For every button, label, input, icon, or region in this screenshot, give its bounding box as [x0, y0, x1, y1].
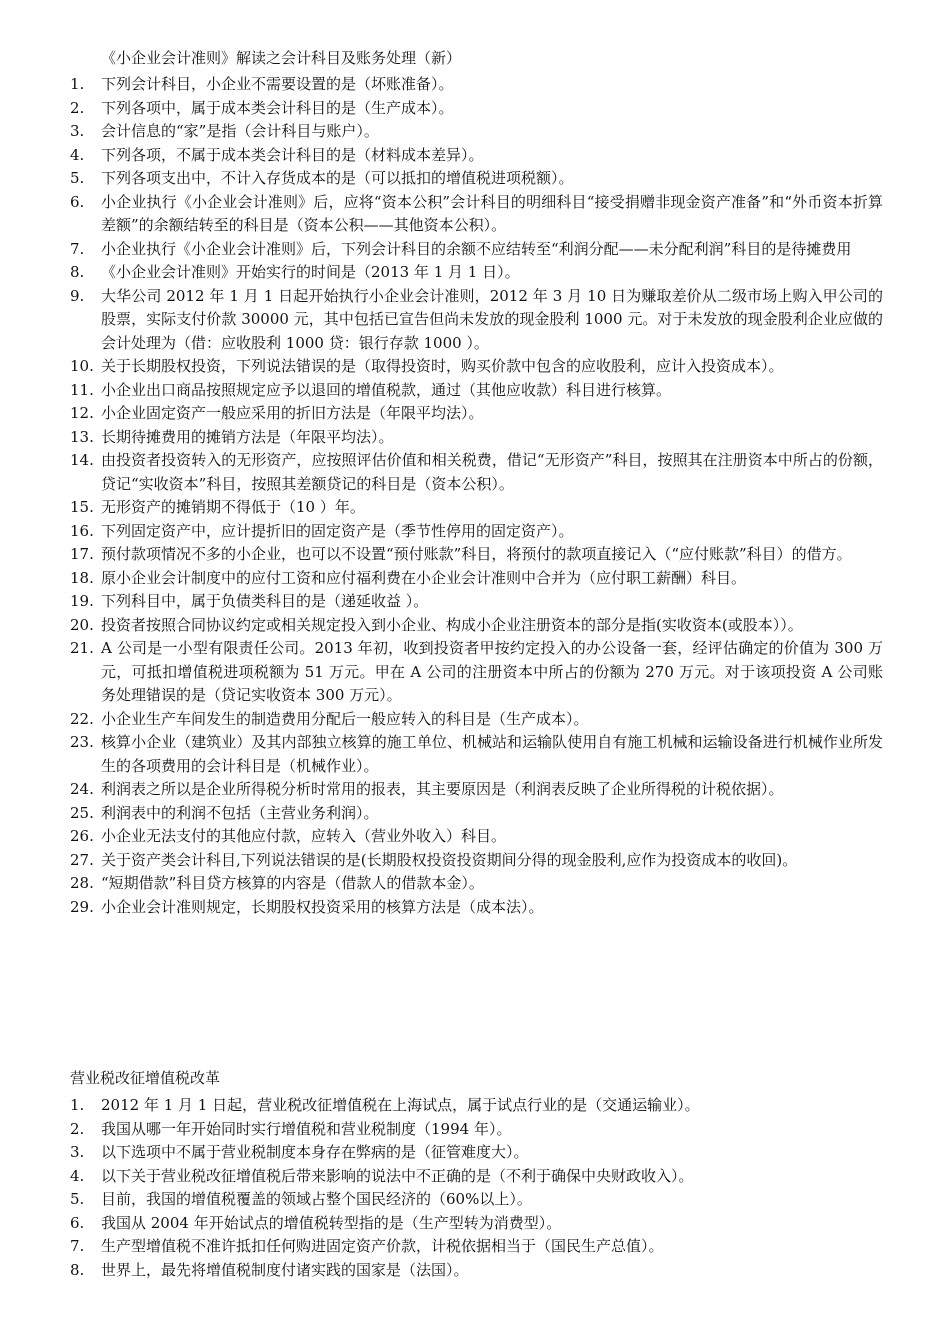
- item-number: 6.: [70, 192, 85, 211]
- item-text: “短期借款”科目贷方核算的内容是（借款人的借款本金）。: [101, 874, 484, 892]
- list-item: [0, 872, 950, 896]
- list-item: [0, 1094, 950, 1118]
- list-item: [0, 731, 950, 778]
- item-number: 14.: [70, 451, 94, 469]
- item-number: 9.: [70, 286, 85, 305]
- item-text: 投资者按照合同协议约定或相关规定投入到小企业、构成小企业注册资本的部分是指(实收资本(或股本））。: [101, 615, 803, 634]
- item-number: 26.: [70, 827, 94, 845]
- list-item: [0, 849, 950, 873]
- item-text: 关于长期股权投资，下列说法错误的是（取得投资时，购买价款中包含的应收股利，应计入投资成本）。: [101, 357, 784, 375]
- list-item: [0, 120, 950, 144]
- item-number: 23.: [70, 733, 94, 751]
- list-item: [0, 73, 950, 97]
- list-item: [0, 520, 950, 544]
- list-item: [0, 167, 950, 191]
- item-number: 2.: [70, 98, 85, 117]
- list-item: [0, 637, 950, 708]
- list-item: [0, 778, 950, 802]
- item-text: 下列各项中，属于成本类会计科目的是（生产成本）。: [101, 98, 454, 117]
- item-text: 利润表中的利润不包括（主营业务利润）。: [101, 803, 379, 822]
- item-text: 小企业会计准则规定，长期股权投资采用的核算方法是（成本法）。: [101, 897, 544, 916]
- list-item: [0, 426, 950, 450]
- item-number: 15.: [70, 498, 94, 516]
- item-number: 12.: [70, 404, 94, 422]
- item-text: 关于资产类会计科目,下列说法错误的是(长期股权投资投资期间分得的现金股利,应作为投资成本的收回)。: [101, 850, 798, 869]
- list-item: [0, 285, 950, 356]
- section-title-vat-reform: 营业税改征增值税改革: [70, 1069, 221, 1087]
- list-item: [0, 496, 950, 520]
- item-number: 3.: [70, 122, 85, 140]
- list-item: [0, 379, 950, 403]
- question-list-accounting: [0, 73, 950, 919]
- item-text: A 公司是一小型有限责任公司。2013 年初，收到投资者甲按约定投入的办公设备一套，经评估确定的价值为 300 万元，可抵扣增值税进项税额为 51 万元。甲在 A 公司的注册资本中所占的份额为 270 万元。对于该项投资 A 公司账务处理错误的是（贷记实收资本 300 万元）。: [101, 639, 883, 704]
- list-item: [0, 590, 950, 614]
- list-item: [0, 614, 950, 638]
- item-number: 25.: [70, 803, 94, 822]
- item-number: 5.: [70, 169, 85, 187]
- item-text: 小企业无法支付的其他应付款，应转入（营业外收入）科目。: [101, 827, 507, 845]
- list-item: [0, 1235, 950, 1259]
- item-text: 利润表之所以是企业所得税分析时常用的报表，其主要原因是（利润表反映了企业所得税的计税依据）。: [101, 780, 784, 798]
- item-text: 我国从 2004 年开始试点的增值税转型指的是（生产型转为消费型）。: [101, 1213, 562, 1232]
- item-number: 4.: [70, 145, 85, 164]
- item-text: 我国从哪一年开始同时实行增值税和营业税制度（1994 年）。: [101, 1119, 512, 1138]
- document-title: 《小企业会计准则》解读之会计科目及账务处理（新）: [101, 49, 462, 67]
- list-item: [0, 1118, 950, 1142]
- item-text: 生产型增值税不准许抵扣任何购进固定资产价款，计税依据相当于（国民生产总值）。: [101, 1237, 664, 1255]
- item-number: 28.: [70, 874, 94, 892]
- list-item: [0, 449, 950, 496]
- item-text: 下列固定资产中，应计提折旧的固定资产是（季节性停用的固定资产）。: [101, 521, 574, 540]
- item-text: 2012 年 1 月 1 日起，营业税改征增值税在上海试点，属于试点行业的是（交通运输业）。: [101, 1096, 700, 1114]
- item-number: 2.: [70, 1119, 85, 1138]
- item-text: 无形资产的摊销期不得低于（10 ）年。: [101, 498, 365, 516]
- item-text: 下列科目中，属于负债类科目的是（递延收益 ）。: [101, 592, 429, 610]
- item-number: 27.: [70, 850, 94, 869]
- list-item: [0, 97, 950, 121]
- list-item: [0, 355, 950, 379]
- list-item: [0, 896, 950, 920]
- item-number: 4.: [70, 1166, 85, 1185]
- item-number: 21.: [70, 639, 94, 657]
- list-item: [0, 1259, 950, 1283]
- list-item: [0, 708, 950, 732]
- item-number: 29.: [70, 897, 94, 916]
- item-number: 10.: [70, 357, 94, 375]
- item-text: 预付款项情况不多的小企业，也可以不设置“预付账款”科目，将预付的款项直接记入（“应付账款”科目）的借方。: [101, 545, 852, 563]
- item-text: 小企业出口商品按照规定应予以退回的增值税款，通过（其他应收款）科目进行核算。: [101, 380, 672, 399]
- item-number: 3.: [70, 1143, 85, 1161]
- item-number: 5.: [70, 1190, 85, 1208]
- item-number: 19.: [70, 592, 94, 610]
- list-item: [0, 1141, 950, 1165]
- item-text: 《小企业会计准则》开始实行的时间是（2013 年 1 月 1 日）。: [101, 263, 520, 281]
- item-text: 小企业生产车间发生的制造费用分配后一般应转入的科目是（生产成本）。: [101, 709, 589, 728]
- item-text: 下列会计科目，小企业不需要设置的是（坏账准备）。: [101, 75, 454, 93]
- list-item: [0, 144, 950, 168]
- item-text: 世界上，最先将增值税制度付诸实践的国家是（法国）。: [101, 1260, 469, 1279]
- item-number: 13.: [70, 427, 94, 446]
- item-number: 24.: [70, 780, 94, 798]
- item-text: 核算小企业（建筑业）及其内部独立核算的施工单位、机械站和运输队使用自有施工机械和运输设备进行机械作业所发生的各项费用的会计科目是（机械作业）。: [101, 733, 883, 775]
- list-item: [0, 1212, 950, 1236]
- item-text: 以下选项中不属于营业税制度本身存在弊病的是（征管难度大）。: [101, 1143, 529, 1161]
- list-item: [0, 802, 950, 826]
- item-number: 20.: [70, 615, 94, 634]
- item-number: 16.: [70, 521, 94, 540]
- item-text: 目前，我国的增值税覆盖的领域占整个国民经济的（60%以上）。: [101, 1190, 532, 1208]
- item-text: 下列各项支出中，不计入存货成本的是（可以抵扣的增值税进项税额）。: [101, 169, 574, 187]
- item-text: 小企业固定资产一般应采用的折旧方法是（年限平均法）。: [101, 404, 484, 422]
- list-item: [0, 191, 950, 238]
- item-text: 由投资者投资转入的无形资产，应按照评估价值和相关税费，借记“无形资产”科目，按照其在注册资本中所占的份额，贷记“实收资本”科目，按照其差额贷记的科目是（资本公积）。: [101, 451, 883, 493]
- item-text: 会计信息的“家”是指（会计科目与账户）。: [101, 122, 379, 140]
- item-number: 7.: [70, 239, 85, 258]
- item-number: 1.: [70, 75, 85, 93]
- question-list-vat-reform: [0, 1094, 950, 1282]
- list-item: [0, 1165, 950, 1189]
- item-number: 17.: [70, 545, 94, 563]
- list-item: [0, 402, 950, 426]
- item-number: 22.: [70, 709, 94, 728]
- item-number: 18.: [70, 568, 94, 587]
- list-item: [0, 1188, 950, 1212]
- item-number: 8.: [70, 263, 85, 281]
- item-text: 小企业执行《小企业会计准则》后，下列会计科目的余额不应结转至“利润分配——未分配利润”科目的是待摊费用: [101, 239, 852, 258]
- list-item: [0, 238, 950, 262]
- item-number: 11.: [70, 380, 94, 399]
- item-number: 7.: [70, 1237, 85, 1255]
- item-text: 原小企业会计制度中的应付工资和应付福利费在小企业会计准则中合并为（应付职工薪酬）科目。: [101, 568, 747, 587]
- item-text: 小企业执行《小企业会计准则》后，应将“资本公积”会计科目的明细科目“接受捐赠非现金资产准备”和“外币资本折算差额”的余额结转至的科目是（资本公积——其他资本公积）。: [101, 192, 883, 234]
- item-text: 长期待摊费用的摊销方法是（年限平均法）。: [101, 427, 394, 446]
- item-text: 大华公司 2012 年 1 月 1 日起开始执行小企业会计准则，2012 年 3 月 10 日为赚取差价从二级市场上购入甲公司的股票，实际支付价款 30000 元，其中包括已宣告但尚未发放的现金股利 1000 元。对于未发放的现金股利企业应做的会计处理为（借：应收股利 1000 贷：银行存款 1000 ）。: [101, 286, 883, 352]
- item-number: 8.: [70, 1260, 85, 1279]
- list-item: [0, 543, 950, 567]
- list-item: [0, 825, 950, 849]
- item-text: 以下关于营业税改征增值税后带来影响的说法中不正确的是（不利于确保中央财政收入）。: [101, 1166, 694, 1185]
- item-text: 下列各项，不属于成本类会计科目的是（材料成本差异）。: [101, 145, 484, 164]
- list-item: [0, 567, 950, 591]
- item-number: 6.: [70, 1213, 85, 1232]
- list-item: [0, 261, 950, 285]
- item-number: 1.: [70, 1096, 85, 1114]
